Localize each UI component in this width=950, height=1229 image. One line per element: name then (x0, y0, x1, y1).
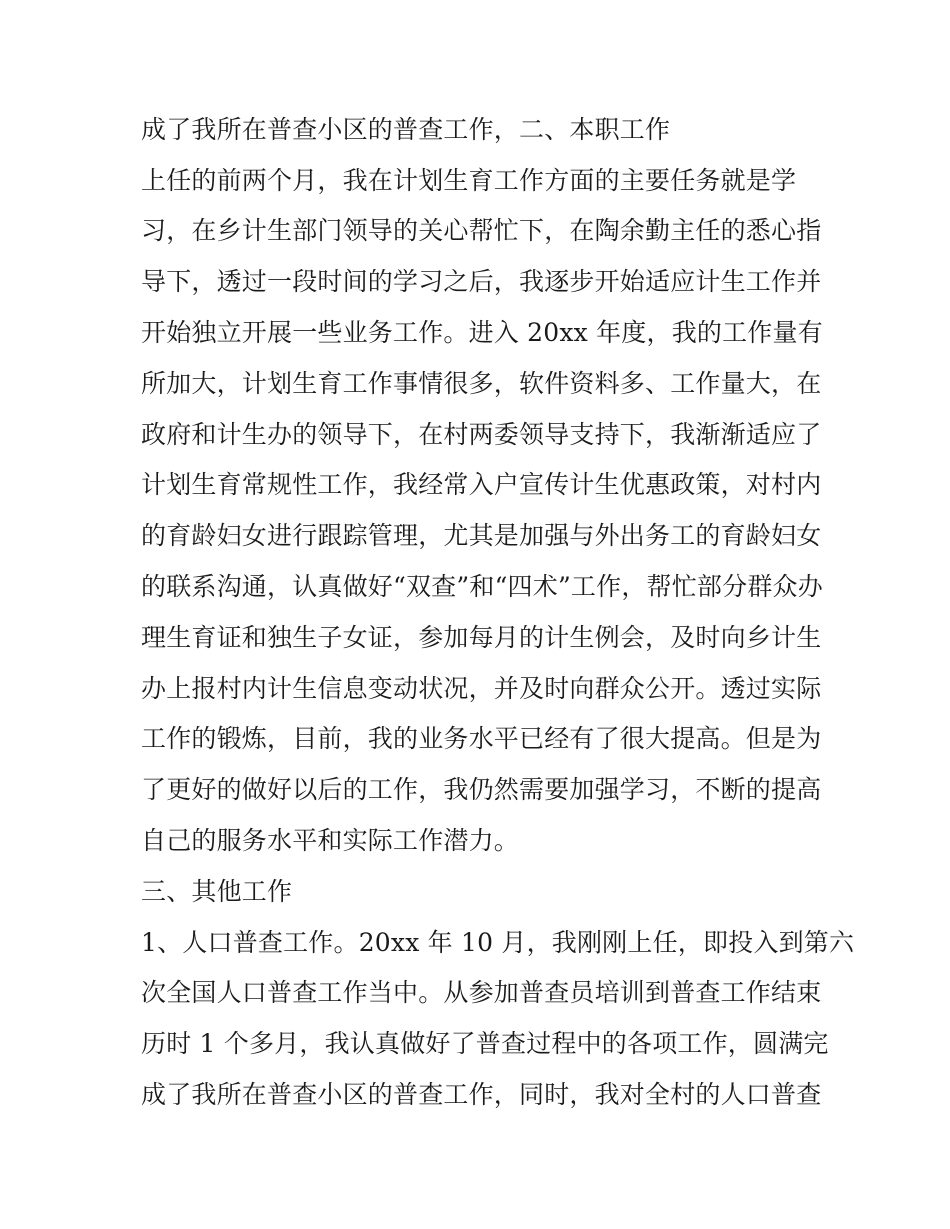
text-line: 开始独立开展一些业务工作。进入 20xx 年度，我的工作量有 (141, 318, 823, 347)
text-line: 导下，透过一段时间的学习之后，我逐步开始适应计生工作并 (141, 267, 822, 296)
section-heading: 三、其他工作 (141, 877, 293, 906)
text-line: 次全国人口普查工作当中。从参加普查员培训到普查工作结束 (141, 978, 822, 1007)
text-line: 政府和计生办的领导下，在村两委领导支持下，我渐渐适应了 (141, 420, 822, 449)
text-line: 工作的锻炼，目前，我的业务水平已经有了很大提高。但是为 (141, 724, 822, 753)
text-line: 上任的前两个月，我在计划生育工作方面的主要任务就是学 (141, 166, 797, 195)
text-line: 的联系沟通，认真做好“双查”和“四术”工作，帮忙部分群众办 (141, 572, 823, 601)
text-line: 理生育证和独生子女证，参加每月的计生例会，及时向乡计生 (141, 623, 822, 652)
text-line: 所加大，计划生育工作事情很多，软件资料多、工作量大，在 (141, 369, 822, 398)
text-line: 计划生育常规性工作，我经常入户宣传计生优惠政策，对村内 (141, 470, 822, 499)
text-line: 了更好的做好以后的工作，我仍然需要加强学习，不断的提高 (141, 775, 822, 804)
text-line: 成了我所在普查小区的普查工作，同时，我对全村的人口普查 (141, 1080, 822, 1109)
text-line: 1、人口普查工作。20xx 年 10 月，我刚刚上任，即投入到第六 (141, 928, 855, 957)
text-line: 的育龄妇女进行跟踪管理，尤其是加强与外出务工的育龄妇女 (141, 521, 822, 550)
text-line: 办上报村内计生信息变动状况，并及时向群众公开。透过实际 (141, 674, 822, 703)
text-line: 自己的服务水平和实际工作潜力。 (141, 826, 520, 855)
text-line: 习，在乡计生部门领导的关心帮忙下，在陶余勤主任的悉心指 (141, 216, 822, 245)
text-line: 成了我所在普查小区的普查工作，二、本职工作 (141, 115, 671, 144)
text-line: 历时 1 个多月，我认真做好了普查过程中的各项工作，圆满完 (141, 1029, 829, 1058)
